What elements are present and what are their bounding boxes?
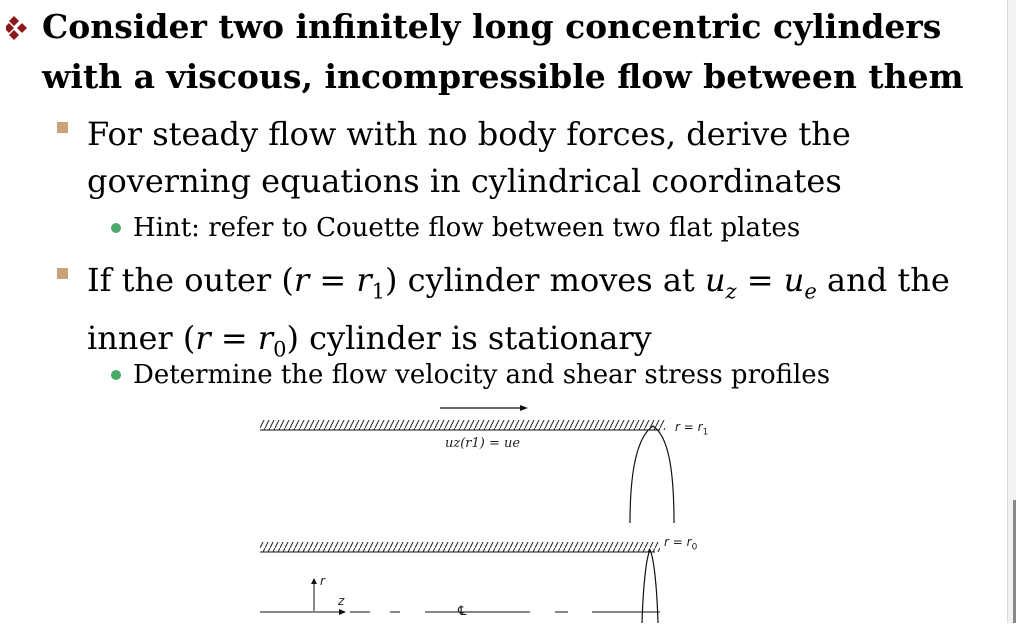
inner-wall-hatch — [260, 542, 660, 552]
outer-velocity-profile — [630, 426, 674, 523]
figure-diagram — [250, 398, 720, 623]
square-bullet-icon — [57, 122, 68, 133]
bullet-1-line-1: For steady flow with no body forces, derive the — [87, 115, 851, 153]
bullet-2-line-2: inner $(r = r_0)$ cylinder is stationary — [87, 319, 652, 362]
bullet-1-line-2: governing equations in cylindrical coordinates — [87, 162, 842, 200]
sub-bullet-determine — [133, 357, 983, 393]
centerline-symbol: ℄ — [458, 604, 467, 619]
bullet-2-line-1: If the outer $(r = r_1)$ cylinder moves at $u_z = u_e$ and the — [87, 261, 950, 304]
r-axis-label: r — [320, 574, 325, 588]
hint-text: Hint: refer to Couette flow between two flat plates — [133, 213, 801, 243]
sub-bullet-hint — [133, 210, 983, 246]
title-line-2: with a viscous, incompressible flow between them — [42, 57, 964, 96]
velocity-bc-label: uz(r1) = ue — [445, 436, 521, 451]
diamond-bullet-icon — [6, 16, 40, 40]
title-line-1: Consider two infinitely long concentric cylinders — [42, 7, 942, 46]
square-bullet-icon — [57, 268, 68, 279]
outer-radius-label: $r = r_1$ — [675, 420, 709, 438]
round-bullet-icon — [111, 223, 121, 233]
outer-wall-hatch — [260, 420, 665, 430]
bullet-derive-equations — [87, 111, 987, 205]
round-bullet-icon — [111, 370, 121, 380]
cylinder-flow-figure — [250, 398, 720, 623]
inner-radius-label: $r = r_0$ — [664, 535, 698, 553]
slide-title — [6, 2, 996, 102]
velocity-arrowhead — [520, 405, 528, 411]
z-axis-label: z — [338, 594, 345, 608]
determine-text: Determine the flow velocity and shear stress profiles — [133, 360, 831, 390]
